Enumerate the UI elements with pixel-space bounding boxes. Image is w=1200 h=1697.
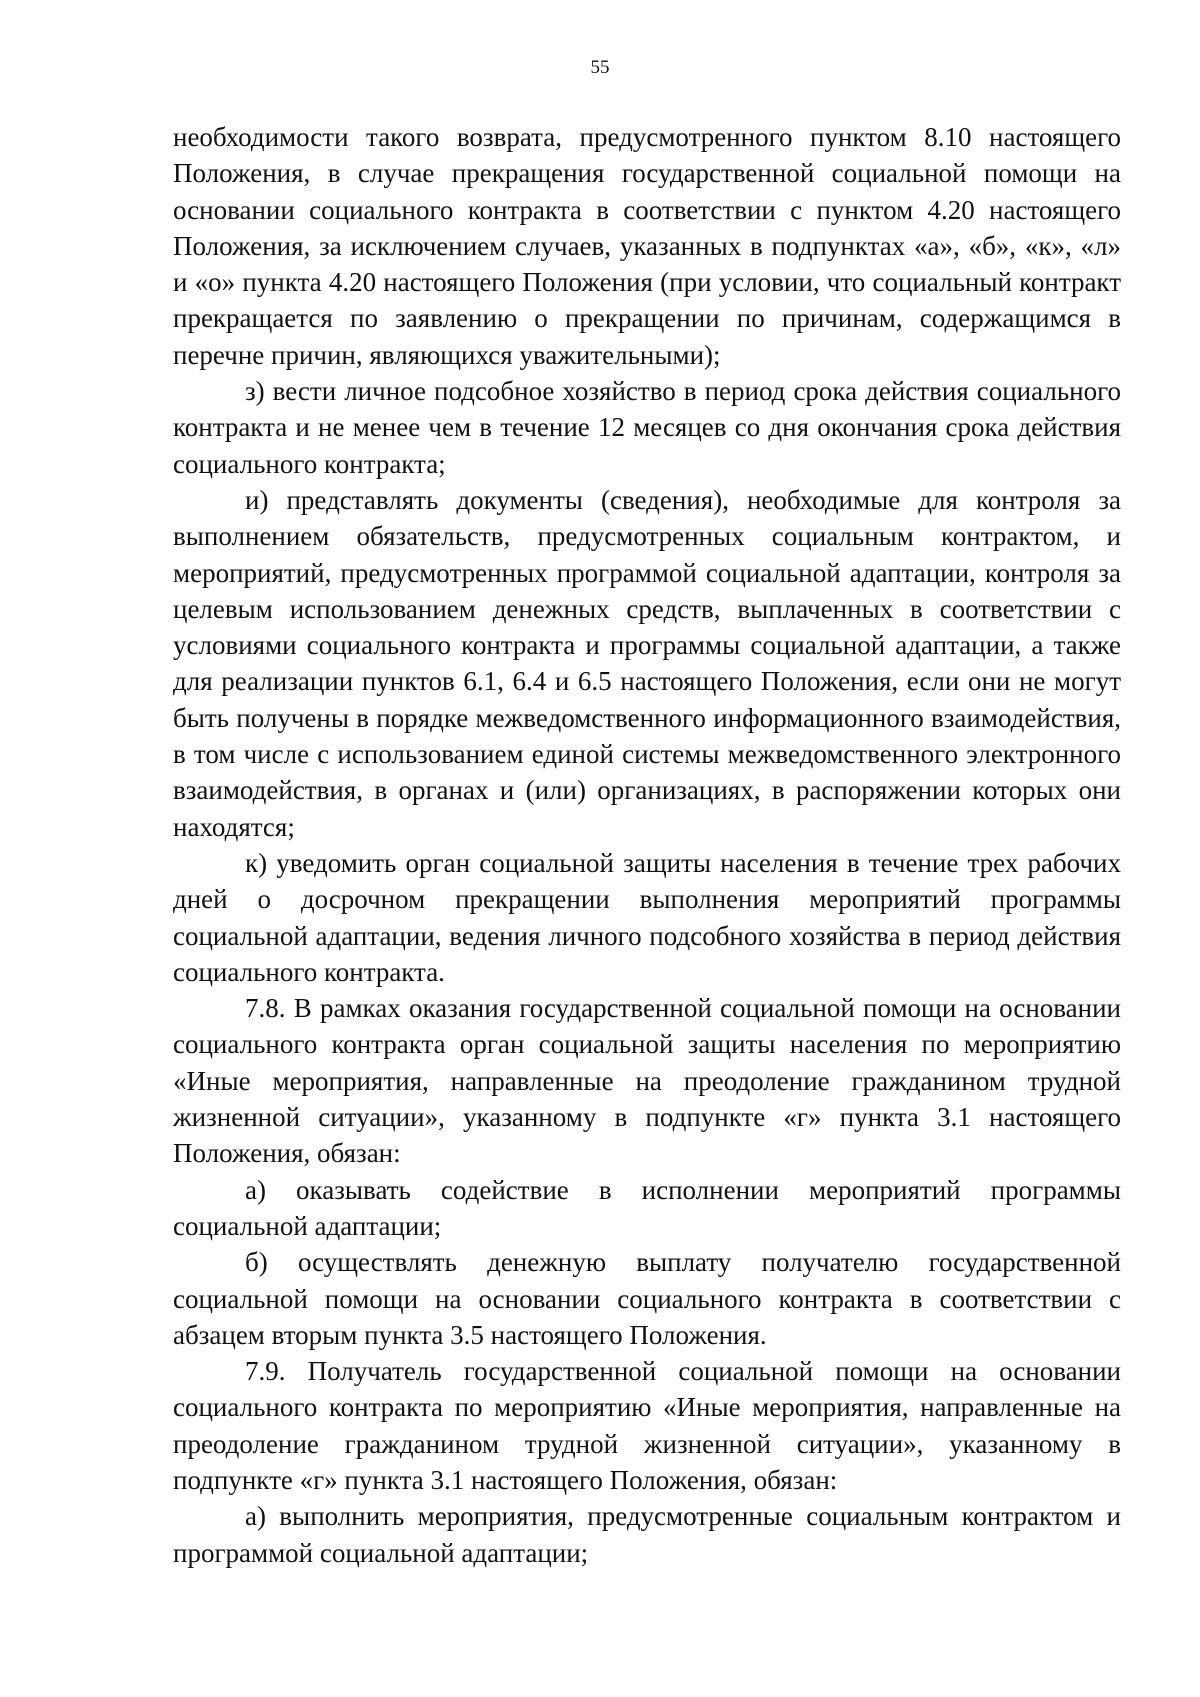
paragraph-item-k: к) уведомить орган социальной защиты населения в течение трех рабочих дней о досрочном прекращении выполнения мероприятий программы социальной адаптации, ведения личного подсобного хозяйства в период действия социального контракта. xyxy=(173,847,1121,987)
paragraph-7-8-item-b: б) осуществлять денежную выплату получателю государственной социальной помощи на основании социального контракта в соответствии с абзацем вторым пункта 3.5 настоящего Положения. xyxy=(173,1247,1121,1350)
paragraph-item-z: з) вести личное подсобное хозяйство в период срока действия социального контракта и не менее чем в течение 12 месяцев со дня окончания срока действия социального контракта; xyxy=(173,376,1121,479)
document-body xyxy=(173,119,1121,1571)
paragraph-section-7-8: 7.8. В рамках оказания государственной социальной помощи на основании социального контракта орган социальной защиты населения по мероприятию «Иные мероприятия, направленные на преодоление гражданином трудной жизненной ситуации», указанному в подпункте «г» пункта 3.1 настоящего Положения, обязан: xyxy=(173,993,1121,1169)
paragraph-section-7-9: 7.9. Получатель государственной социальной помощи на основании социального контракта по мероприятию «Иные мероприятия, направленные на преодоление гражданином трудной жизненной ситуации», указанному в подпункте «г» пункта 3.1 настоящего Положения, обязан: xyxy=(173,1356,1121,1495)
paragraph-7-9-item-a: а) выполнить мероприятия, предусмотренные социальным контрактом и программой социальной адаптации; xyxy=(173,1501,1121,1568)
page-number: 55 xyxy=(590,57,610,78)
paragraph-7-8-item-a: а) оказывать содействие в исполнении мероприятий программы социальной адаптации; xyxy=(173,1174,1121,1241)
paragraph-continuation: необходимости такого возврата, предусмотренного пунктом 8.10 настоящего Положения, в случае прекращения государственной социальной помощи на основании социального контракта в соответствии с пунктом 4.20 настоящего Положения, за исключением случаев, указанных в подпунктах «а», «б», «к», «л» и «о» пункта 4.20 настоящего Положения (при условии, что социальный контракт прекращается по заявлению о прекращении по причинам, содержащимся в перечне причин, являющихся уважительными); xyxy=(173,122,1121,370)
paragraph-item-i: и) представлять документы (сведения), необходимые для контроля за выполнением обязательств, предусмотренных социальным контрактом, и мероприятий, предусмотренных программой социальной адаптации, контроля за целевым использованием денежных средств, выплаченных в соответствии с условиями социального контракта и программы социальной адаптации, а также для реализации пунктов 6.1, 6.4 и 6.5 настоящего Положения, если они не могут быть получены в порядке межведомственного информационного взаимодействия, в том числе с использованием единой системы межведомственного электронного взаимодействия, в органах и (или) организациях, в распоряжении которых они находятся; xyxy=(173,484,1121,842)
